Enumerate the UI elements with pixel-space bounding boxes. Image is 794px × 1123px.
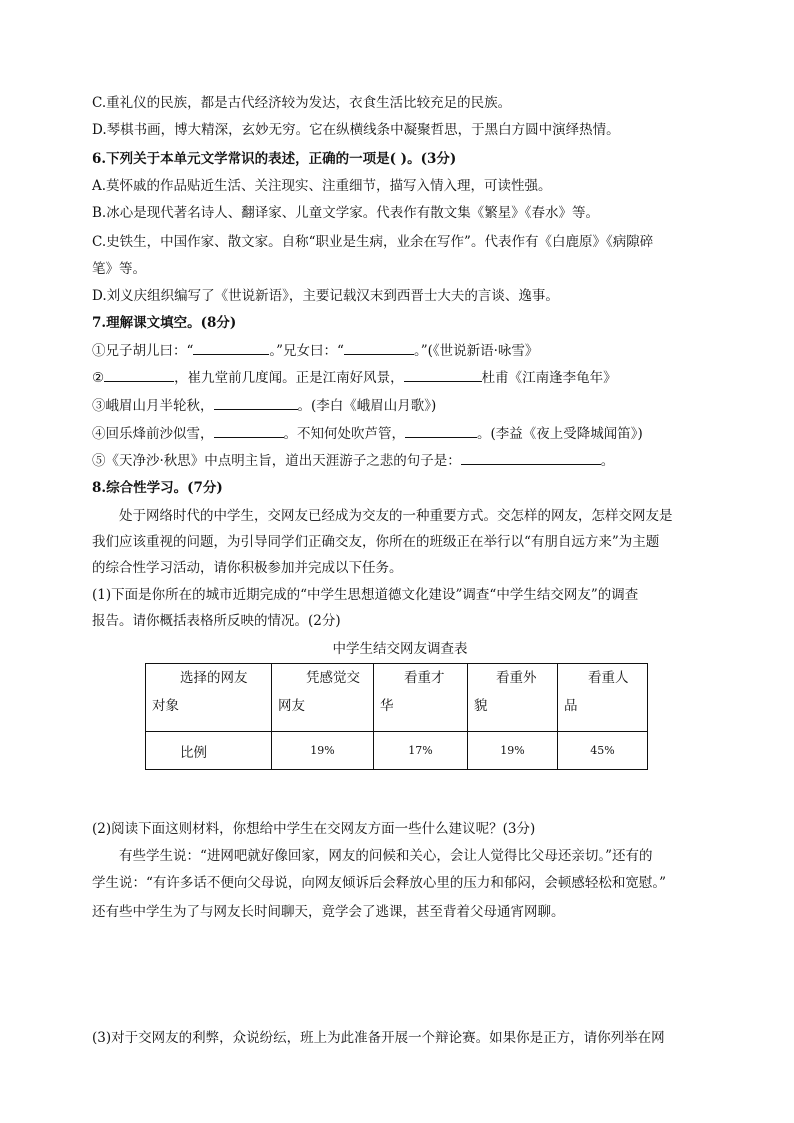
q7-item-2	[92, 367, 617, 388]
table-row	[146, 732, 648, 770]
question-8-title: 8.综合性学习。(7分)	[92, 480, 223, 496]
q7-item-4	[92, 423, 643, 444]
q7-item-5-text-a: ⑤《天净沙·秋思》中点明主旨，道出天涯游子之悲的句子是：	[92, 453, 461, 469]
q7-item-3	[92, 395, 436, 416]
q8-material-line-1: 有些学生说：“进网吧就好像回家，网友的问候和关心，会让人觉得比父母还亲切。”还有的	[119, 848, 653, 864]
table-header-row	[146, 664, 648, 732]
q7-item-5-text-b: 。	[600, 453, 615, 469]
option-d: D.琴棋书画，博大精深，玄妙无穷。它在纵横线条中凝聚哲思，于黑白方圆中演绎热情。	[92, 122, 620, 138]
q8-task-1-line-1: (1)下面是你所在的城市近期完成的“中学生思想道德文化建设”调查“中学生结交网友”的调查	[92, 587, 639, 603]
answer-blank[interactable]	[404, 367, 482, 382]
q7-item-2-text-a: ②	[92, 370, 105, 386]
q8-intro-line-1: 处于网络时代的中学生，交网友已经成为交友的一种重要方式。交怎样的网友，怎样交网友是	[119, 508, 673, 524]
q7-item-5	[92, 450, 614, 471]
q6-option-a: A.莫怀戚的作品贴近生活、关注现实、注重细节，描写入情入理，可读性强。	[92, 178, 552, 194]
q7-item-1	[92, 340, 538, 361]
q7-item-2-text-c: 杜甫《江南逢李龟年》	[481, 370, 617, 386]
table-header-cell: 选择的网友 对象	[146, 664, 272, 732]
q8-material-line-3: 还有些中学生为了与网友长时间聊天，竟学会了逃课，甚至背着父母通宵网聊。	[92, 904, 565, 920]
q8-intro-line-3: 的综合性学习活动，请你积极参加并完成以下任务。	[92, 560, 403, 576]
q8-material-line-2: 学生说：“有许多话不便向父母说，向网友倾诉后会释放心里的压力和郁闷，会顿感轻松和宽慰。”	[92, 875, 667, 891]
q7-item-1-text-b: 。”兄女曰：“	[269, 343, 344, 359]
q8-task-2: (2)阅读下面这则材料，你想给中学生在交网友方面一些什么建议呢？(3分)	[92, 821, 536, 837]
table-header-cell: 看重人 品	[558, 664, 648, 732]
table-row-label: 比例	[146, 732, 272, 770]
answer-blank[interactable]	[214, 395, 298, 410]
q6-option-d: D.刘义庆组织编写了《世说新语》，主要记载汉末到西晋士大夫的言谈、逸事。	[92, 288, 559, 304]
q7-item-3-text-b: 。(李白《峨眉山月歌》)	[297, 398, 437, 414]
question-7-title: 7.理解课文填空。(8分)	[92, 315, 237, 331]
table-header-cell: 看重外 貌	[468, 664, 558, 732]
q7-item-1-text-c: 。”(《世说新语·咏雪》	[413, 343, 539, 359]
q6-option-b: B.冰心是现代著名诗人、翻译家、儿童文学家。代表作有散文集《繁星》《春水》等。	[92, 205, 599, 221]
q7-item-4-text-c: 。(李益《夜上受降城闻笛》)	[477, 426, 643, 442]
q6-option-c: C.史铁生，中国作家、散文家。自称“职业是生病，业余在写作”。代表作有《白鹿原》《病隙碎	[92, 234, 654, 250]
q8-task-1-line-2: 报告。请你概括表格所反映的情况。(2分)	[92, 613, 341, 629]
q7-item-4-text-b: 。不知何处吹芦管，	[283, 426, 405, 442]
q7-item-2-text-b: ，崔九堂前几度闻。正是江南好风景，	[174, 370, 404, 386]
answer-blank[interactable]	[405, 423, 477, 438]
q7-item-3-text-a: ③峨眉山月半轮秋，	[92, 398, 214, 414]
table-cell: 19%	[272, 732, 374, 770]
answer-blank[interactable]	[214, 423, 284, 438]
option-c: C.重礼仪的民族，都是古代经济较为发达，衣食生活比较充足的民族。	[92, 95, 512, 111]
q6-option-c-cont: 笔》等。	[92, 261, 146, 277]
table-caption: 中学生结交网友调查表	[332, 641, 468, 657]
table-cell: 19%	[468, 732, 558, 770]
answer-blank[interactable]	[461, 450, 601, 465]
survey-table	[145, 663, 648, 770]
answer-blank[interactable]	[104, 367, 174, 382]
question-6-title: 6.下列关于本单元文学常识的表述，正确的一项是( )。(3分)	[92, 151, 457, 167]
q8-task-3: (3)对于交网友的利弊，众说纷纭，班上为此准备开展一个辩论赛。如果你是正方，请你列举在网	[92, 1030, 665, 1046]
q7-item-4-text-a: ④回乐烽前沙似雪，	[92, 426, 214, 442]
table-header-cell: 凭感觉交 网友	[272, 664, 374, 732]
q7-item-1-text-a: ①兄子胡儿曰：“	[92, 343, 194, 359]
table-cell: 17%	[374, 732, 468, 770]
table-header-cell: 看重才 华	[374, 664, 468, 732]
table-cell: 45%	[558, 732, 648, 770]
answer-blank[interactable]	[344, 340, 414, 355]
answer-blank[interactable]	[193, 340, 269, 355]
q8-intro-line-2: 我们应该重视的问题，为引导同学们正确交友，你所在的班级正在举行以“有朋自远方来”为主题	[92, 534, 660, 550]
